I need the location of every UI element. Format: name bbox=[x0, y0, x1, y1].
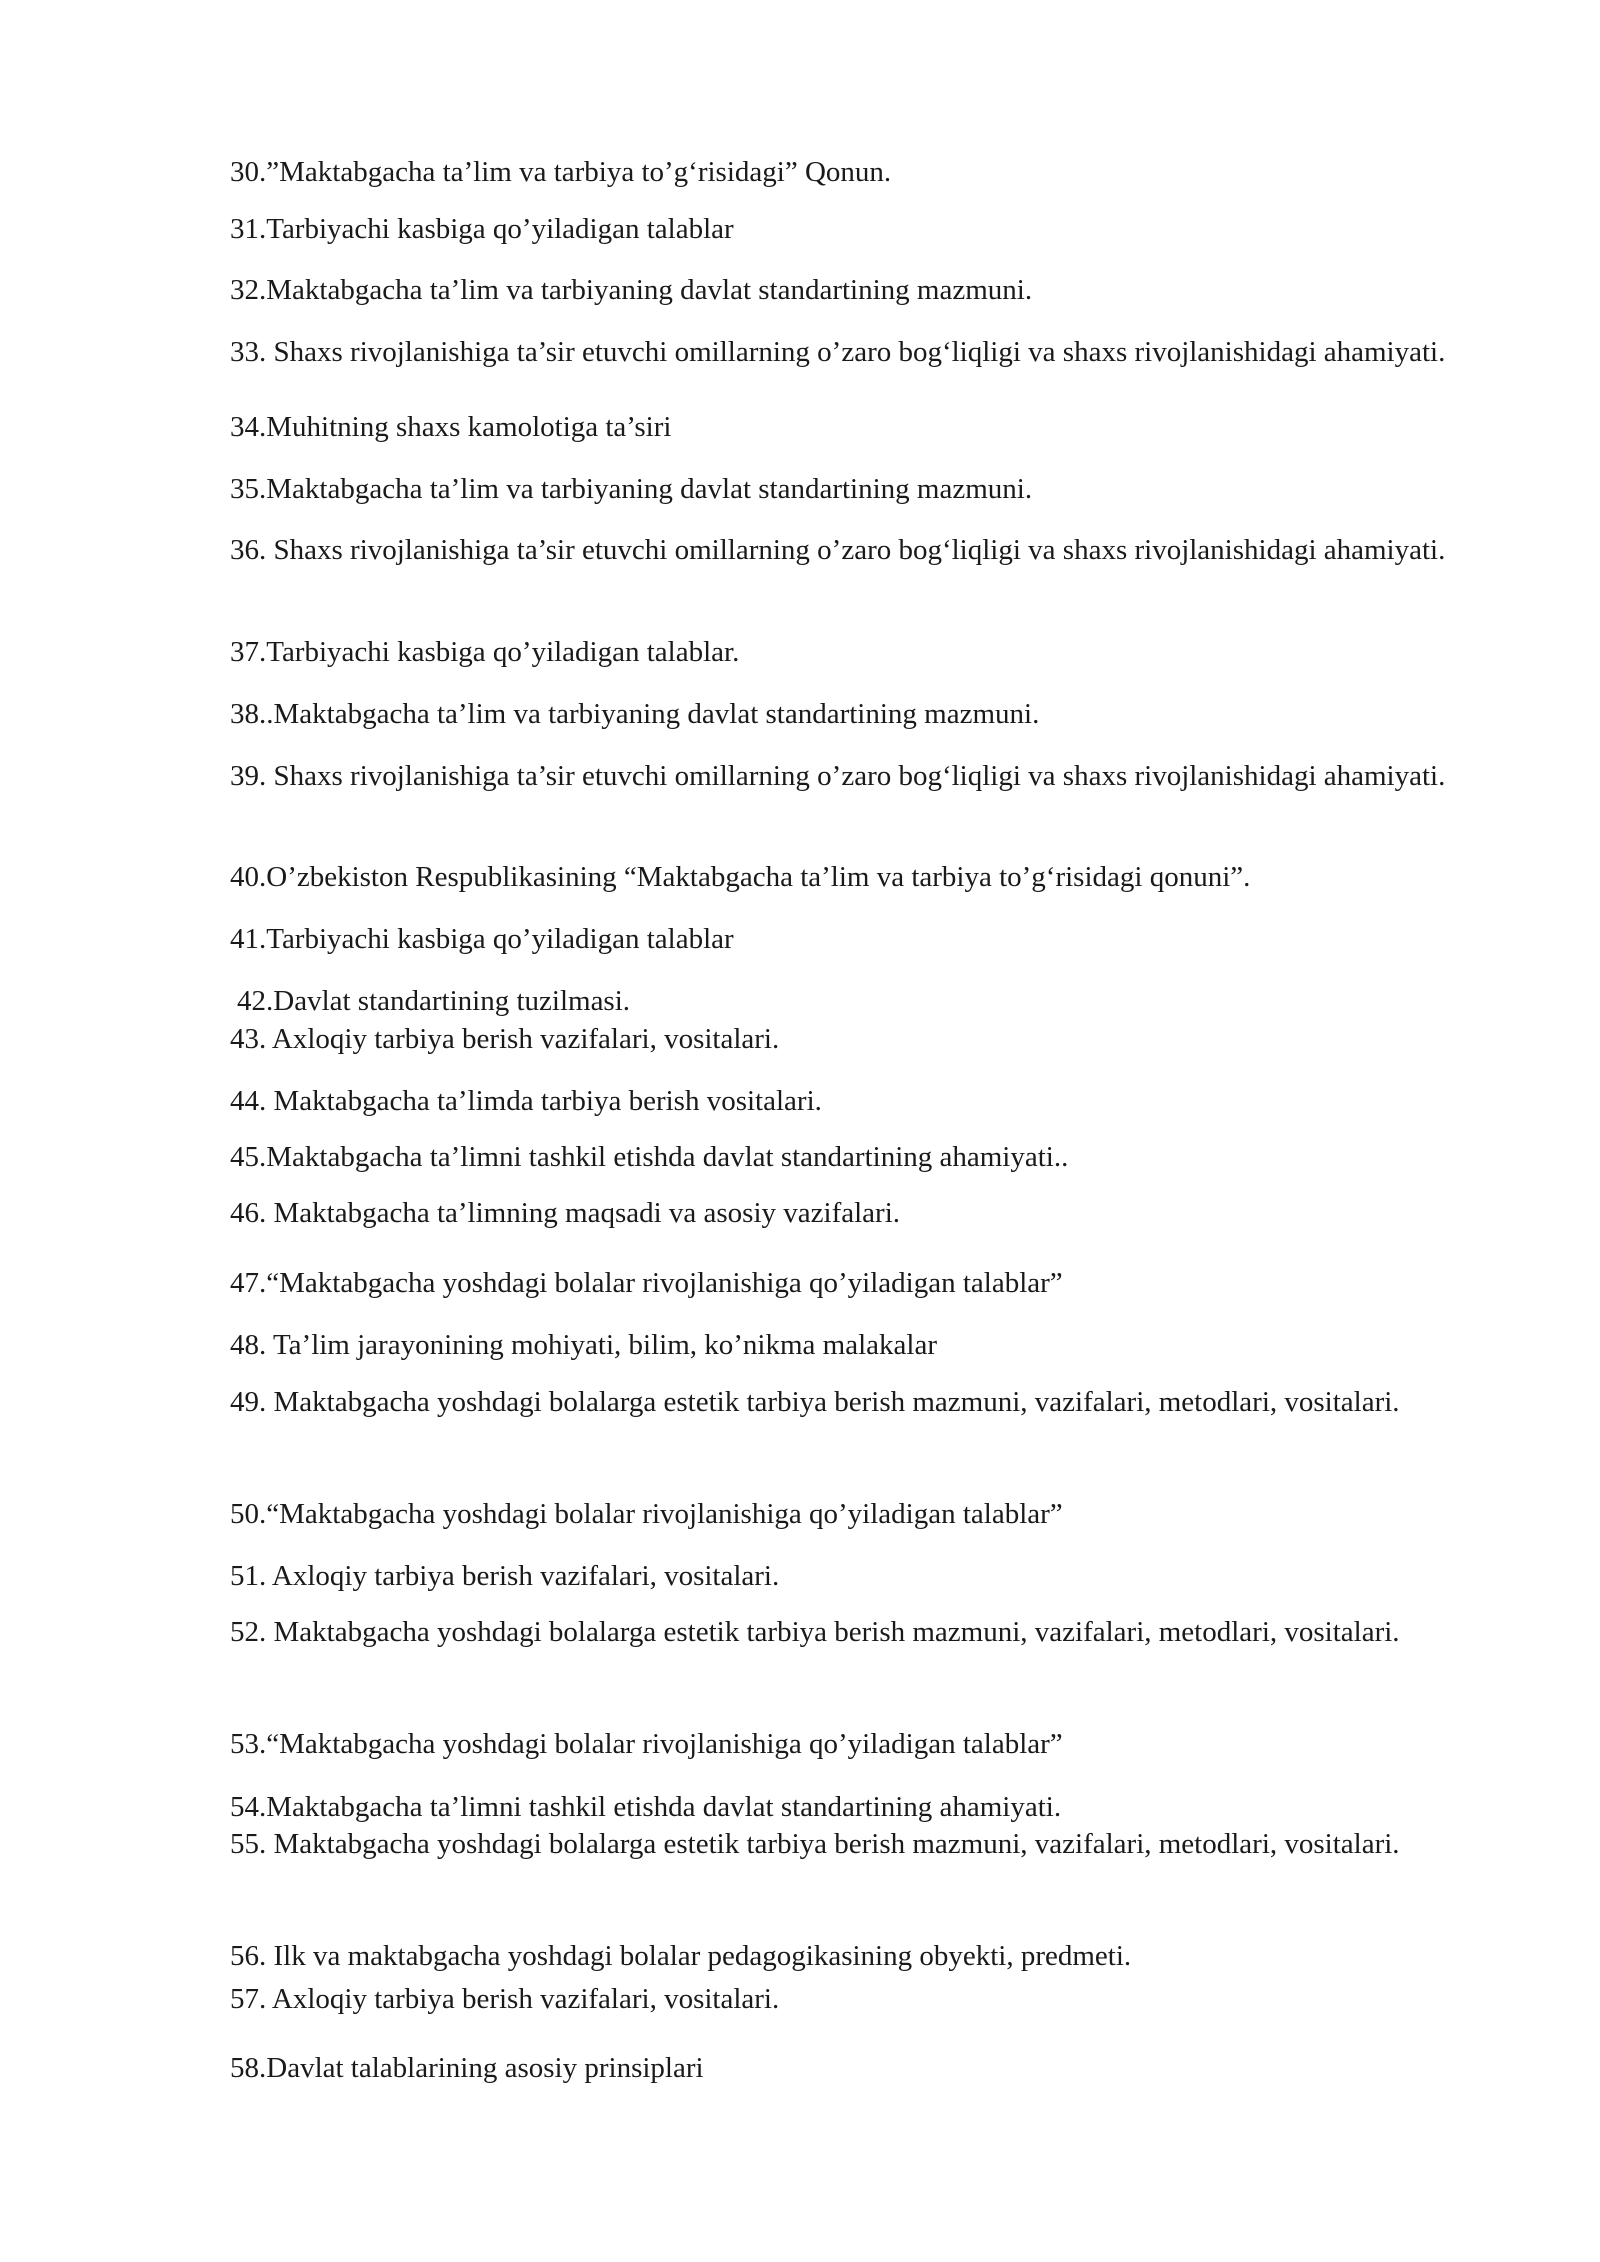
list-item-33: 33. Shaxs rivojlanishiga ta’sir etuvchi omillarning o’zaro bog‘liqligi va shaxs rivojlanishidagi ahamiyati. bbox=[230, 336, 1446, 368]
list-item-51: 51. Axloqiy tarbiya berish vazifalari, vositalari. bbox=[230, 1560, 780, 1592]
list-item-49: 49. Maktabgacha yoshdagi bolalarga estetik tarbiya berish mazmuni, vazifalari, metodlari, vositalari. bbox=[230, 1386, 1400, 1418]
list-item-35: 35.Maktabgacha ta’lim va tarbiyaning davlat standartining mazmuni. bbox=[230, 473, 1033, 505]
list-item-46: 46. Maktabgacha ta’limning maqsadi va asosiy vazifalari. bbox=[230, 1197, 901, 1229]
list-item-40: 40.O’zbekiston Respublikasining “Maktabgacha ta’lim va tarbiya to’g‘risidagi qonuni”. bbox=[230, 861, 1251, 893]
list-item-45: 45.Maktabgacha ta’limni tashkil etishda davlat standartining ahamiyati.. bbox=[230, 1141, 1069, 1173]
list-item-36: 36. Shaxs rivojlanishiga ta’sir etuvchi omillarning o’zaro bog‘liqligi va shaxs rivojlanishidagi ahamiyati. bbox=[230, 534, 1446, 566]
list-item-54: 54.Maktabgacha ta’limni tashkil etishda davlat standartining ahamiyati. bbox=[230, 1791, 1062, 1823]
list-item-52: 52. Maktabgacha yoshdagi bolalarga estetik tarbiya berish mazmuni, vazifalari, metodlari, vositalari. bbox=[230, 1616, 1400, 1648]
list-item-34: 34.Muhitning shaxs kamolotiga ta’siri bbox=[230, 411, 672, 443]
list-item-55: 55. Maktabgacha yoshdagi bolalarga estetik tarbiya berish mazmuni, vazifalari, metodlari, vositalari. bbox=[230, 1828, 1400, 1860]
list-item-48: 48. Ta’lim jarayonining mohiyati, bilim, ko’nikma malakalar bbox=[230, 1329, 937, 1361]
list-item-30: 30.”Maktabgacha ta’lim va tarbiya to’g‘risidagi” Qonun. bbox=[230, 156, 892, 188]
list-item-56: 56. Ilk va maktabgacha yoshdagi bolalar pedagogikasining obyekti, predmeti. bbox=[230, 1940, 1132, 1972]
list-item-39: 39. Shaxs rivojlanishiga ta’sir etuvchi omillarning o’zaro bog‘liqligi va shaxs rivojlanishidagi ahamiyati. bbox=[230, 760, 1446, 792]
list-item-58: 58.Davlat talablarining asosiy prinsiplari bbox=[230, 2052, 704, 2084]
list-item-38: 38..Maktabgacha ta’lim va tarbiyaning davlat standartining mazmuni. bbox=[230, 698, 1040, 730]
list-item-47: 47.“Maktabgacha yoshdagi bolalar rivojlanishiga qo’yiladigan talablar” bbox=[230, 1267, 1063, 1299]
list-item-42: 42.Davlat standartining tuzilmasi. bbox=[237, 985, 631, 1017]
list-item-43: 43. Axloqiy tarbiya berish vazifalari, vositalari. bbox=[230, 1023, 780, 1055]
list-item-31: 31.Tarbiyachi kasbiga qo’yiladigan talablar bbox=[230, 213, 734, 245]
list-item-53: 53.“Maktabgacha yoshdagi bolalar rivojlanishiga qo’yiladigan talablar” bbox=[230, 1728, 1063, 1760]
list-item-44: 44. Maktabgacha ta’limda tarbiya berish vositalari. bbox=[230, 1085, 822, 1117]
list-item-41: 41.Tarbiyachi kasbiga qo’yiladigan talablar bbox=[230, 923, 734, 955]
list-item-37: 37.Tarbiyachi kasbiga qo’yiladigan talablar. bbox=[230, 636, 740, 668]
list-item-32: 32.Maktabgacha ta’lim va tarbiyaning davlat standartining mazmuni. bbox=[230, 274, 1033, 306]
list-item-57: 57. Axloqiy tarbiya berish vazifalari, vositalari. bbox=[230, 1983, 780, 2015]
list-item-50: 50.“Maktabgacha yoshdagi bolalar rivojlanishiga qo’yiladigan talablar” bbox=[230, 1498, 1063, 1530]
